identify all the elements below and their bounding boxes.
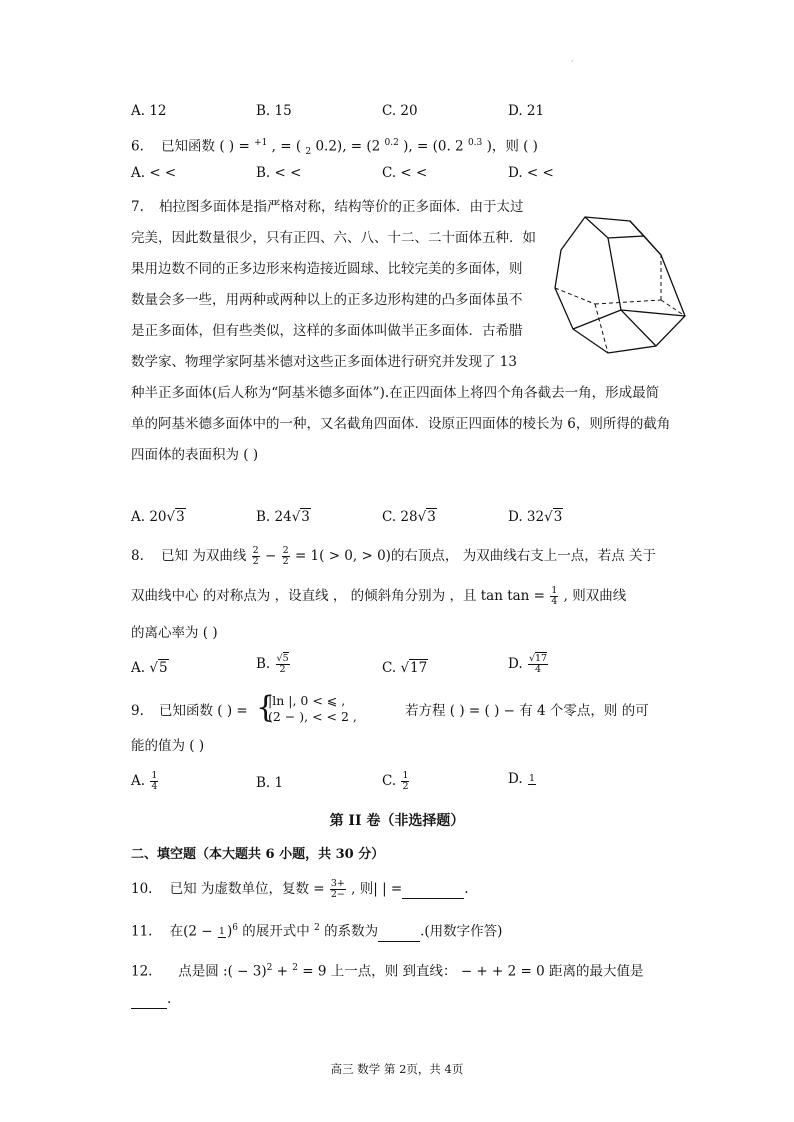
q8-fraction — [252, 546, 260, 567]
q7-line: 完美，因此数量很少，只有正四、六、八、十二、二十面体五种．如 — [131, 230, 536, 246]
q11-fraction — [218, 927, 226, 938]
q7-line: 单的阿基米德多面体中的一种，又名截角四面体．设原正四面体的棱长为 6，则所得的截角 — [131, 416, 671, 432]
sqrt-symbol: √3 — [417, 509, 436, 525]
frac-den: 4 — [534, 664, 542, 675]
radicand: 3 — [553, 509, 563, 525]
q5-option-a[interactable]: A. 12 — [131, 103, 167, 119]
q9-option-c-label: C. — [382, 773, 401, 789]
figure-edge — [621, 310, 685, 316]
question-8-line-1 — [131, 546, 656, 567]
q6-option-c[interactable]: C. < < — [382, 165, 428, 181]
q7-option-a-label: A. 20 — [131, 509, 167, 525]
q12-answer-blank[interactable] — [131, 990, 167, 1009]
radicand: 3 — [176, 509, 185, 525]
q9-option-c[interactable] — [382, 771, 410, 792]
q8-option-b[interactable] — [256, 654, 291, 675]
figure-hidden-edge — [595, 300, 661, 304]
frac-den: 2− — [330, 889, 345, 900]
q7-number: 7. — [131, 199, 144, 215]
q5-option-c[interactable]: C. 20 — [382, 103, 418, 119]
q6-text: 0.2), = (2 — [315, 138, 381, 155]
radicand: 3 — [427, 509, 436, 525]
q11-number: 11. — [131, 923, 153, 940]
q8-option-b-fraction — [276, 654, 290, 675]
q6-text: , = ( — [271, 138, 302, 155]
question-12-blank-line — [131, 990, 171, 1009]
q7-option-d[interactable] — [508, 509, 563, 525]
q12-number: 12. — [131, 963, 153, 980]
frac-num: √5 — [276, 653, 289, 664]
q9-option-a[interactable] — [131, 771, 159, 792]
q5-option-d[interactable]: D. 21 — [508, 103, 545, 119]
radicand: 5 — [282, 653, 289, 664]
page-dot: · — [571, 57, 574, 66]
q8-number: 8. — [131, 548, 144, 564]
frac-num: 1 — [402, 770, 409, 781]
sqrt-symbol: √5 — [149, 660, 168, 676]
q9-line-2: 能的值为 ( ) — [131, 738, 205, 754]
q11-answer-blank[interactable] — [378, 923, 420, 942]
figure-edge — [644, 236, 661, 255]
q10-number: 10. — [131, 881, 153, 897]
q6-exp: 0.3 — [467, 138, 483, 148]
q6-number: 6. — [131, 138, 144, 155]
sqrt-symbol: √17 — [400, 660, 428, 676]
figure-front-edge — [608, 238, 656, 346]
q8-text: − — [265, 548, 277, 564]
frac-num: √17 — [528, 653, 548, 664]
q6-text: )，则 ( ) — [486, 138, 538, 155]
q7-line: 种半正多面体(后人称为“阿基米德多面体”).在正四面体上将四个角各截去一角，形成最简 — [131, 385, 660, 401]
part-2-title: 二、填空题（本大题共 6 小题，共 30 分） — [131, 847, 385, 862]
q6-sub: 2 — [305, 147, 312, 158]
piecewise-brace: { — [256, 690, 276, 725]
q7-line: 是正多面体，但有些类似，这样的多面体叫做半正多面体．古希腊 — [131, 323, 523, 339]
q8-option-d[interactable] — [508, 654, 549, 675]
radicand: 5 — [158, 660, 168, 676]
frac-den: 2 — [402, 781, 409, 792]
q8-option-d-label: D. — [508, 656, 527, 672]
question-11 — [131, 919, 502, 942]
page-footer: 高三 数学 第 2页，共 4页 — [330, 1062, 464, 1076]
question-8-line-3: 的离心率为 ( ) — [131, 625, 218, 641]
q8-option-c[interactable] — [382, 660, 428, 676]
truncated-tetrahedron-figure — [548, 212, 694, 358]
q7-option-b-label: B. 24 — [256, 509, 292, 525]
q8-option-a[interactable] — [131, 660, 169, 676]
q6-text: ), = (0. 2 — [403, 138, 464, 155]
frac-den: 4 — [151, 781, 158, 792]
q12-text: = 9 上一点，则 到直线： − + + 2 = 0 距离的最大值是 — [302, 963, 644, 980]
q12-exp: 2 — [266, 963, 273, 973]
q11-exp: 2 — [314, 923, 320, 933]
q8-option-a-label: A. — [131, 660, 150, 676]
frac-den: 2 — [252, 556, 259, 567]
q9-option-d[interactable] — [508, 771, 537, 787]
q9-option-a-fraction — [150, 771, 158, 792]
sqrt-symbol: √3 — [291, 509, 310, 525]
q10-text: 已知 为虚数单位，复数 = — [169, 881, 325, 897]
q7-line: 四面体的表面积为 ( ) — [131, 447, 259, 463]
q10-answer-blank[interactable] — [402, 880, 464, 899]
frac-den: 4 — [551, 596, 558, 607]
q7-option-a[interactable] — [131, 509, 186, 525]
question-10 — [131, 879, 469, 900]
q7-option-b[interactable] — [256, 509, 311, 525]
q7-line: 数量会多一些，用两种或两种以上的正多边形构建的凸多面体虽不 — [131, 292, 523, 308]
q8-text: 已知 为双曲线 — [161, 548, 247, 564]
q8-fraction — [550, 586, 558, 607]
q6-text: 已知函数 ( ) = — [161, 138, 250, 155]
q10-fraction — [330, 879, 346, 900]
q7-option-c[interactable] — [382, 509, 437, 525]
section-title: 第 II 卷（非选择题） — [329, 813, 465, 829]
q10-text: , 则| | = — [351, 881, 403, 897]
q8-text: , 则双曲线 — [563, 588, 627, 604]
q8-option-b-label: B. — [256, 656, 275, 672]
q11-text: 的展开式中 — [242, 923, 310, 940]
q8-option-d-fraction — [528, 654, 548, 675]
q9-text: 已知函数 ( ) = — [159, 703, 248, 719]
frac-num: 1 — [528, 773, 535, 784]
q9-number: 9. — [131, 703, 144, 719]
q9-option-d-label: D. — [508, 771, 527, 787]
frac-num: 2 — [252, 545, 259, 556]
q12-text: + — [276, 963, 288, 980]
q6-exp: +1 — [254, 138, 268, 148]
q9-case-1: |ln |, 0 < ⩽ , — [268, 693, 346, 708]
q5-option-b[interactable]: B. 15 — [256, 103, 292, 119]
frac-den: 2 — [282, 556, 289, 567]
q6-option-d[interactable]: D. < < — [508, 165, 554, 181]
frac-den: 2 — [279, 664, 286, 675]
sqrt-symbol: √3 — [166, 509, 185, 525]
q7-option-c-label: C. 28 — [382, 509, 418, 525]
q11-text: 在(2 − — [169, 923, 213, 940]
q9-text-2: 若方程 ( ) = ( ) − 有 4 个零点，则 的可 — [405, 703, 649, 719]
q8-text: = 1( > 0, > 0)的右顶点， 为双曲线右支上一点，若点 关于 — [294, 548, 657, 564]
frac-num: 2 — [282, 545, 289, 556]
q6-option-a[interactable]: A. < < — [131, 165, 177, 181]
q6-option-b[interactable]: B. < < — [256, 165, 302, 181]
sqrt-symbol: √3 — [544, 509, 563, 525]
q7-line: 数学家、物理学家阿基米德对这些正多面体进行研究并发现了 13 — [131, 354, 517, 370]
frac-num: 1 — [551, 585, 558, 596]
q7-line: 柏拉图多面体是指严格对称，结构等价的正多面体．由于太过 — [159, 199, 524, 215]
q9-option-c-fraction — [401, 771, 409, 792]
q11-text: .(用数字作答) — [420, 923, 503, 940]
question-12 — [131, 959, 644, 981]
question-6-stem — [131, 134, 538, 161]
q8-text: 双曲线中心 的对称点为 ，设直线 ， 的倾斜角分别为 ，且 tan tan = — [131, 588, 545, 604]
q7-option-d-label: D. 32 — [508, 509, 545, 525]
q9-option-a-label: A. — [131, 773, 150, 789]
q8-fraction — [282, 546, 290, 567]
q6-exp: 0.2 — [384, 138, 399, 148]
q8-option-c-label: C. — [382, 660, 401, 676]
q9-option-b[interactable]: B. 1 — [256, 775, 284, 791]
radicand: 17 — [410, 660, 428, 676]
radicand: 17 — [535, 653, 548, 664]
q9-case-2: (2 − ), < < 2 , — [268, 709, 357, 724]
frac-num: 1 — [151, 770, 158, 781]
q11-text: 的系数为 — [324, 923, 379, 940]
q9-option-d-fraction — [528, 774, 536, 785]
q12-text: . — [167, 991, 172, 1007]
q7-line: 果用边数不同的正多边形来构造接近圆球、比较完美的多面体，则 — [131, 261, 523, 277]
frac-num: 3+ — [330, 878, 345, 889]
question-8-line-2 — [131, 586, 626, 607]
radicand: 3 — [301, 509, 310, 525]
q12-exp: 2 — [292, 963, 298, 973]
q11-exp: 6 — [232, 923, 238, 933]
q12-text: 点是圆 :( − 3) — [178, 963, 267, 980]
q11-text: ) — [226, 923, 233, 940]
frac-num: 1 — [218, 925, 225, 937]
q10-text: . — [464, 881, 469, 897]
